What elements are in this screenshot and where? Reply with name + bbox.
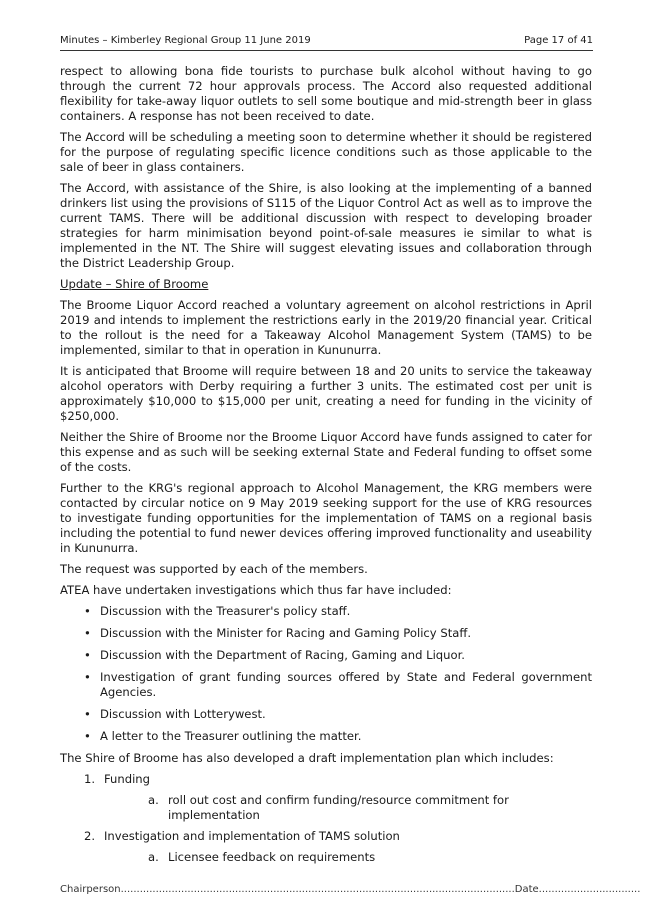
investigations-list	[60, 604, 592, 744]
plan-subitem-text: roll out cost and confirm funding/resource commitment for implementation	[168, 793, 509, 822]
page-header	[60, 34, 593, 51]
plan-subitem	[128, 850, 592, 865]
list-item	[60, 648, 592, 663]
plan-item-number: 1.	[84, 772, 96, 786]
paragraph: The Broome Liquor Accord reached a voluntary agreement on alcohol restrictions in April 2019 and intends to implement the restrictions early in the 2019/20 financial year. Critical to the rollout is the need for a Takeaway Alcohol Management System (TAMS) to be implemented, similar to that in operation in Kununurra.	[60, 298, 592, 357]
list-item-text: Discussion with the Minister for Racing and Gaming Policy Staff.	[100, 626, 472, 640]
bullet-icon: •	[84, 604, 91, 618]
paragraph: respect to allowing bona fide tourists to purchase bulk alcohol without having to go through the current 72 hour approvals process. The Accord also requested additional flexibility for take-away liquor outlets to sell some boutique and mid-strength beer in glass containers. A response has not been received to date.	[60, 64, 592, 123]
list-item	[60, 729, 592, 744]
plan-item	[60, 772, 592, 823]
paragraph: ATEA have undertaken investigations which thus far have included:	[60, 583, 452, 597]
plan-subitem-letter: a.	[148, 793, 159, 807]
plan-subitems	[104, 793, 592, 823]
section-heading: Update – Shire of Broome	[60, 277, 209, 291]
paragraph: Further to the KRG's regional approach to Alcohol Management, the KRG members were contacted by circular notice on 9 May 2019 seeking support for the use of KRG resources to investigate funding opportunities for the implementation of TAMS on a regional basis including the potential to fund newer devices offering improved functionality and useability in Kununurra.	[60, 481, 592, 555]
paragraph: The Accord will be scheduling a meeting soon to determine whether it should be registered for the purpose of regulating specific licence conditions such as those applicable to the sale of beer in glass containers.	[60, 130, 592, 174]
bullet-icon: •	[84, 648, 91, 662]
bullet-icon: •	[84, 729, 91, 743]
implementation-plan-list	[60, 772, 592, 865]
list-item	[60, 707, 592, 722]
list-item-text: Investigation of grant funding sources offered by State and Federal government Agencies.	[100, 670, 592, 699]
plan-subitem	[128, 793, 592, 823]
bullet-icon: •	[84, 626, 91, 640]
bullet-icon: •	[84, 707, 91, 721]
paragraph: Neither the Shire of Broome nor the Broome Liquor Accord have funds assigned to cater for this expense and as such will be seeking external State and Federal funding to offset some of the costs.	[60, 430, 592, 474]
list-item-text: Discussion with the Treasurer's policy staff.	[100, 604, 351, 618]
plan-subitems	[104, 850, 592, 865]
plan-item-text: Funding	[104, 772, 151, 786]
list-item	[60, 604, 592, 619]
signature-footer: Chairperson............................................................................................................................Date................................	[60, 884, 641, 895]
paragraph: It is anticipated that Broome will require between 18 and 20 units to service the takeaway alcohol operators with Derby requiring a further 3 units. The estimated cost per unit is approximately $10,000 to $15,000 per unit, creating a need for funding in the vicinity of $250,000.	[60, 364, 592, 423]
document-title: Minutes – Kimberley Regional Group 11 June 2019	[60, 35, 311, 46]
paragraph: The Accord, with assistance of the Shire, is also looking at the implementing of a banned drinkers list using the provisions of S115 of the Liquor Control Act as well as to improve the current TAMS. There will be additional discussion with respect to developing broader strategies for harm minimisation beyond point-of-sale measures ie similar to what is implemented in the NT. The Shire will suggest elevating issues and collaboration through the District Leadership Group.	[60, 181, 592, 270]
document-body	[60, 64, 592, 871]
plan-item-number: 2.	[84, 829, 96, 843]
plan-subitem-text: Licensee feedback on requirements	[168, 850, 376, 864]
list-item-text: Discussion with the Department of Racing, Gaming and Liquor.	[100, 648, 465, 662]
page-number: Page 17 of 41	[524, 35, 593, 46]
list-item	[60, 670, 592, 700]
list-item-text: A letter to the Treasurer outlining the matter.	[100, 729, 362, 743]
bullet-icon: •	[84, 670, 91, 684]
list-item	[60, 626, 592, 641]
paragraph: The Shire of Broome has also developed a draft implementation plan which includes:	[60, 751, 554, 765]
list-item-text: Discussion with Lotterywest.	[100, 707, 266, 721]
plan-item-text: Investigation and implementation of TAMS solution	[104, 829, 400, 843]
plan-subitem-letter: a.	[148, 850, 159, 864]
plan-item	[60, 829, 592, 865]
paragraph: The request was supported by each of the members.	[60, 562, 368, 576]
